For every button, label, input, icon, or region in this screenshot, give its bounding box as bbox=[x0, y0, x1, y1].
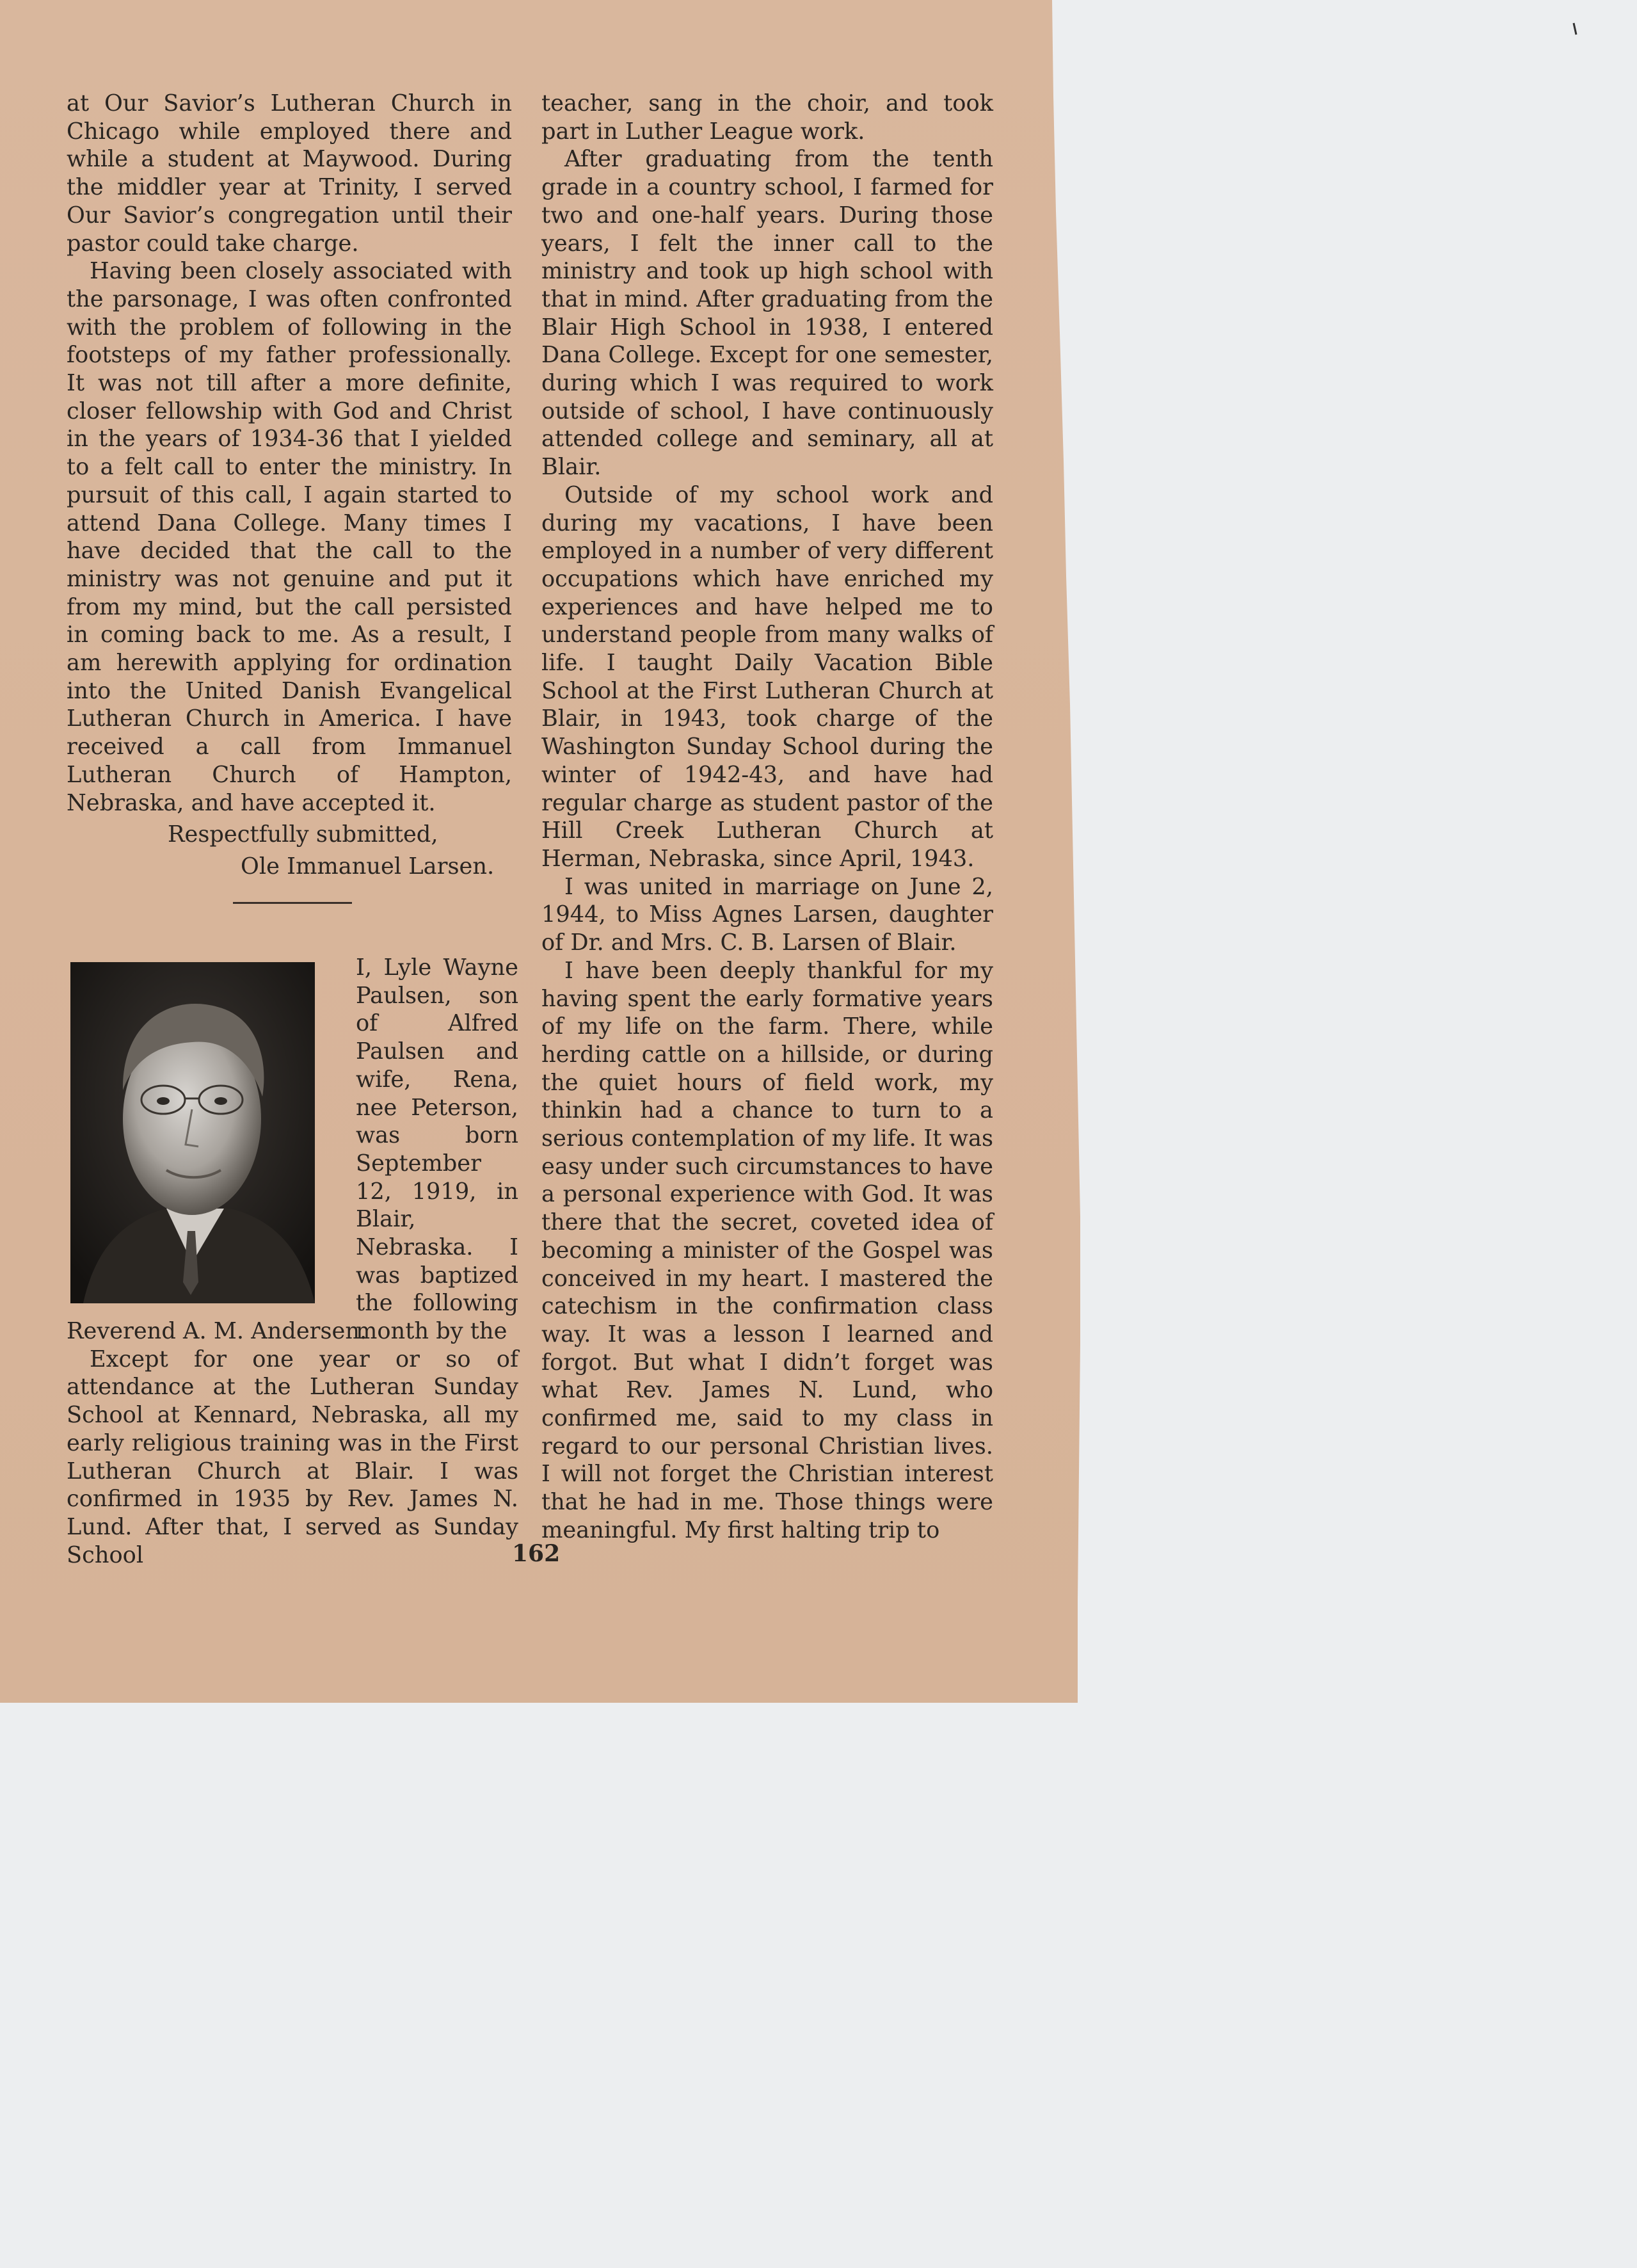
bio-continued bbox=[67, 1317, 518, 1569]
page-number: 162 bbox=[512, 1540, 561, 1567]
section-divider bbox=[233, 902, 352, 904]
signature: Ole Immanuel Larsen. bbox=[241, 853, 495, 880]
paragraph: I have been deeply thankful for my having spent the early formative years of my life on the farm. There, while herding cattle on a hillside, or during the quiet hours of field work, my thinkin had a chance to turn to a serious contemplation of my life. It was easy under such circumstances to have a personal experience with God. It was there that the secret, coveted idea of becoming a minister of the Gospel was conceived in my heart. I mastered the catechism in the confirmation class way. It was a lesson I learned and forgot. But what I didn’t forget was what Rev. James N. Lund, who confirmed me, said to my class in regard to our personal Christian lives. I will not forget the Christian interest that he had in me. Those things were meaningful. My first halting trip to bbox=[541, 957, 993, 1543]
right-text-column bbox=[541, 90, 993, 1545]
paragraph: Except for one year or so of attendance at the Lutheran Sunday School at Kennard, Nebraska, all my early religious training was in the First Lutheran Church at Blair. I was confirmed in 1935 by Rev. James N. Lund. After that, I served as Sunday School bbox=[67, 1346, 518, 1568]
portrait-photo bbox=[70, 962, 315, 1303]
paragraph: teacher, sang in the choir, and took part in Luther League work. bbox=[541, 90, 993, 145]
paragraph: I was united in marriage on June 2, 1944, to Miss Agnes Larsen, daughter of Dr. and Mrs. C. B. Larsen of Blair. bbox=[541, 873, 993, 956]
paragraph: at Our Savior’s Lutheran Church in Chicago while employed there and while a student at Maywood. During the middler year at Trinity, I served Our Savior’s congregation until their pastor could take charge. bbox=[67, 90, 512, 257]
paragraph: Reverend A. M. Andersen. bbox=[67, 1318, 367, 1344]
paragraph: After graduating from the tenth grade in a country school, I farmed for two and one-half years. During those years, I felt the inner call to the ministry and took up high school with that in mind. After graduating from the Blair High School in 1938, I entered Dana College. Except for one semester, during which I was required to work outside of school, I have continuously attended college and seminary, all at Blair. bbox=[541, 146, 993, 481]
closing-line: Respectfully submitted, bbox=[168, 821, 438, 848]
paragraph: Outside of my school work and during my vacations, I have been employed in a number of very different occupations which have enriched my experiences and have helped me to understand people from many walks of life. I taught Daily Vacation Bible School at the First Lutheran Church at Blair, in 1943, took charge of the Washington Sunday School during the winter of 1942-43, and have had regular charge as student pastor of the Hill Creek Lutheran Church at Herman, Nebraska, since April, 1943. bbox=[541, 481, 993, 872]
scan-speck bbox=[1571, 22, 1581, 37]
paragraph: Having been closely associated with the parsonage, I was often confronted with the problem of following in the footsteps of my father professionally. It was not till after a more definite, closer fellowship with God and Christ in the years of 1934-36 that I yielded to a felt call to enter the ministry. In pursuit of this call, I again started to attend Dana College. Many times I have decided that the call to the ministry was not genuine and put it from my mind, but the call persisted in coming back to me. As a result, I am herewith applying for ordination into the United Danish Evangelical Lutheran Church in America. I have received a call from Immanuel Lutheran Church of Hampton, Nebraska, and have accepted it. bbox=[67, 258, 512, 816]
left-text-column bbox=[67, 90, 512, 881]
bio-intro-text: I, Lyle Wayne Paulsen, son of Alfred Paulsen and wife, Rena, nee Peterson, was born September 12, 1919, in Blair, Nebraska. I was baptized the following month by the bbox=[356, 954, 518, 1345]
